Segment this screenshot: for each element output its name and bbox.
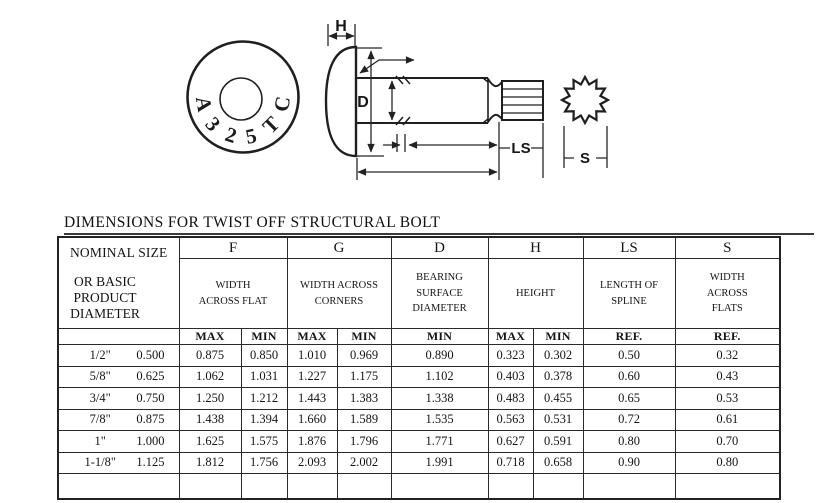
cell-s_ref: 0.70: [675, 431, 780, 453]
empty-cell: [287, 474, 337, 500]
col-desc-h: HEIGHT: [488, 259, 583, 329]
bolt-technical-drawing: [0, 0, 827, 212]
marking-letter: C: [268, 94, 296, 114]
nominal-size-header: [58, 237, 179, 329]
marking-letter: 5: [243, 123, 259, 149]
cell-ls_ref: 0.60: [583, 366, 675, 388]
cell-h_min: 0.455: [533, 388, 583, 410]
bolt-head-profile: [326, 47, 356, 156]
cell-d_min: 1.535: [391, 409, 488, 431]
cell-h_min: 0.531: [533, 409, 583, 431]
cell-f_min: 1.394: [241, 409, 287, 431]
col-h-max: MAX: [488, 329, 533, 345]
cell-h_min: 0.378: [533, 366, 583, 388]
cell-g_max: 1.010: [287, 345, 337, 367]
nominal-size-cell: [58, 366, 179, 388]
cell-ls_ref: 0.65: [583, 388, 675, 410]
table-row: [58, 409, 780, 431]
nominal-fraction: 7/8": [89, 412, 111, 427]
cell-ls_ref: 0.80: [583, 431, 675, 453]
table-row: [58, 388, 780, 410]
cell-d_min: 1.991: [391, 452, 488, 474]
nominal-size-cell: [58, 431, 179, 453]
header-letters-row: [58, 237, 780, 259]
cell-g_max: 1.227: [287, 366, 337, 388]
label-diameter: D: [357, 94, 369, 111]
marking-letter: A: [190, 94, 218, 114]
nominal-size-cell: [58, 452, 179, 474]
cell-s_ref: 0.61: [675, 409, 780, 431]
cell-h_min: 0.302: [533, 345, 583, 367]
empty-cell: [241, 474, 287, 500]
spline-star: [562, 77, 608, 123]
cell-g_max: 1.443: [287, 388, 337, 410]
head-marking: [191, 94, 295, 148]
cell-d_min: 1.102: [391, 366, 488, 388]
nominal-size-cell: [58, 345, 179, 367]
nominal-decimal: 0.625: [136, 369, 165, 384]
cell-f_max: 1.062: [179, 366, 241, 388]
cell-d_min: 1.771: [391, 431, 488, 453]
label-spline-width: S: [579, 150, 591, 167]
cell-d_min: 1.338: [391, 388, 488, 410]
col-desc-g: WIDTH ACROSS CORNERS: [287, 259, 391, 329]
col-f-min: MIN: [241, 329, 287, 345]
neck-groove: [488, 79, 502, 122]
cell-s_ref: 0.80: [675, 452, 780, 474]
table-row: [58, 345, 780, 367]
empty-cell: [583, 474, 675, 500]
cell-f_min: 1.212: [241, 388, 287, 410]
empty-cell: [533, 474, 583, 500]
cell-g_max: 1.876: [287, 431, 337, 453]
col-d-min: MIN: [391, 329, 488, 345]
nominal-size-cell: [58, 388, 179, 410]
cell-ls_ref: 0.50: [583, 345, 675, 367]
table-row-partial: [58, 474, 780, 500]
spline-end-view: [562, 77, 608, 123]
bolt-shank: [356, 78, 488, 123]
empty-cell: [58, 474, 179, 500]
cell-g_max: 2.093: [287, 452, 337, 474]
nominal-header-line2: OR BASIC PRODUCT DIAMETER: [70, 273, 140, 321]
nominal-size-cell: [58, 409, 179, 431]
empty-header-cell: [58, 329, 179, 345]
empty-cell: [179, 474, 241, 500]
col-g-min: MIN: [337, 329, 391, 345]
cell-h_min: 0.658: [533, 452, 583, 474]
col-desc-f: WIDTH ACROSS FLAT: [179, 259, 287, 329]
cell-h_max: 0.483: [488, 388, 533, 410]
table-row: [58, 452, 780, 474]
page-title: DIMENSIONS FOR TWIST OFF STRUCTURAL BOLT: [64, 214, 814, 235]
nominal-decimal: 0.750: [136, 390, 165, 405]
col-f-max: MAX: [179, 329, 241, 345]
cell-f_max: 0.875: [179, 345, 241, 367]
cell-h_max: 0.627: [488, 431, 533, 453]
cell-g_min: 0.969: [337, 345, 391, 367]
cell-f_min: 1.031: [241, 366, 287, 388]
cell-ls_ref: 0.72: [583, 409, 675, 431]
label-head-height: H: [335, 18, 347, 35]
col-ls-ref: REF.: [583, 329, 675, 345]
empty-cell: [675, 474, 780, 500]
nominal-fraction: 1": [94, 433, 106, 448]
cell-s_ref: 0.53: [675, 388, 780, 410]
table-body: [58, 345, 780, 500]
empty-cell: [337, 474, 391, 500]
cell-g_min: 1.175: [337, 366, 391, 388]
col-letter-d: D: [391, 237, 488, 259]
head-center-circle: [220, 78, 262, 120]
empty-cell: [391, 474, 488, 500]
cell-h_max: 0.563: [488, 409, 533, 431]
cell-g_min: 2.002: [337, 452, 391, 474]
nominal-decimal: 0.500: [136, 347, 165, 362]
col-h-min: MIN: [533, 329, 583, 345]
nominal-fraction: 1/2": [89, 347, 111, 362]
thread-end-chamfer: [483, 78, 488, 123]
cell-g_min: 1.383: [337, 388, 391, 410]
cell-s_ref: 0.43: [675, 366, 780, 388]
cell-h_min: 0.591: [533, 431, 583, 453]
header-subcolumns-row: [58, 329, 780, 345]
col-g-max: MAX: [287, 329, 337, 345]
nominal-decimal: 0.875: [136, 412, 165, 427]
col-desc-s: WIDTH ACROSS FLATS: [675, 259, 780, 329]
nominal-header-line1: NOMINAL SIZE: [69, 244, 168, 260]
col-s-ref: REF.: [675, 329, 780, 345]
cell-f_min: 0.850: [241, 345, 287, 367]
marking-letter: 2: [222, 121, 240, 149]
dimensions-table: [57, 236, 781, 500]
table-header: [58, 237, 780, 345]
label-spline-length: LS: [511, 140, 531, 157]
cell-f_max: 1.625: [179, 431, 241, 453]
spline-tip: [502, 81, 543, 120]
cell-f_max: 1.812: [179, 452, 241, 474]
empty-cell: [488, 474, 533, 500]
col-letter-ls: LS: [583, 237, 675, 259]
cell-g_min: 1.589: [337, 409, 391, 431]
cell-h_max: 0.323: [488, 345, 533, 367]
col-letter-s: S: [675, 237, 780, 259]
nominal-decimal: 1.000: [136, 433, 165, 448]
col-desc-d: BEARING SURFACE DIAMETER: [391, 259, 488, 329]
cell-ls_ref: 0.90: [583, 452, 675, 474]
marking-letter: 3: [200, 112, 226, 136]
cell-g_max: 1.660: [287, 409, 337, 431]
col-letter-f: F: [179, 237, 287, 259]
table-row: [58, 431, 780, 453]
nominal-fraction: 5/8": [89, 369, 111, 384]
cell-h_max: 0.403: [488, 366, 533, 388]
col-desc-ls: LENGTH OF SPLINE: [583, 259, 675, 329]
nominal-decimal: 1.125: [136, 455, 165, 470]
cell-d_min: 0.890: [391, 345, 488, 367]
cell-f_min: 1.756: [241, 452, 287, 474]
col-letter-h: H: [488, 237, 583, 259]
cell-g_min: 1.796: [337, 431, 391, 453]
cell-f_min: 1.575: [241, 431, 287, 453]
col-letter-g: G: [287, 237, 391, 259]
table-row: [58, 366, 780, 388]
cell-f_max: 1.438: [179, 409, 241, 431]
nominal-fraction: 3/4": [89, 390, 111, 405]
fillet-leader-arrow: [360, 60, 414, 73]
cell-h_max: 0.718: [488, 452, 533, 474]
thread-runout-marks: [396, 76, 410, 125]
nominal-fraction: 1-1/8": [84, 455, 116, 470]
cell-s_ref: 0.32: [675, 345, 780, 367]
marking-letter: T: [257, 111, 285, 139]
cell-f_max: 1.250: [179, 388, 241, 410]
